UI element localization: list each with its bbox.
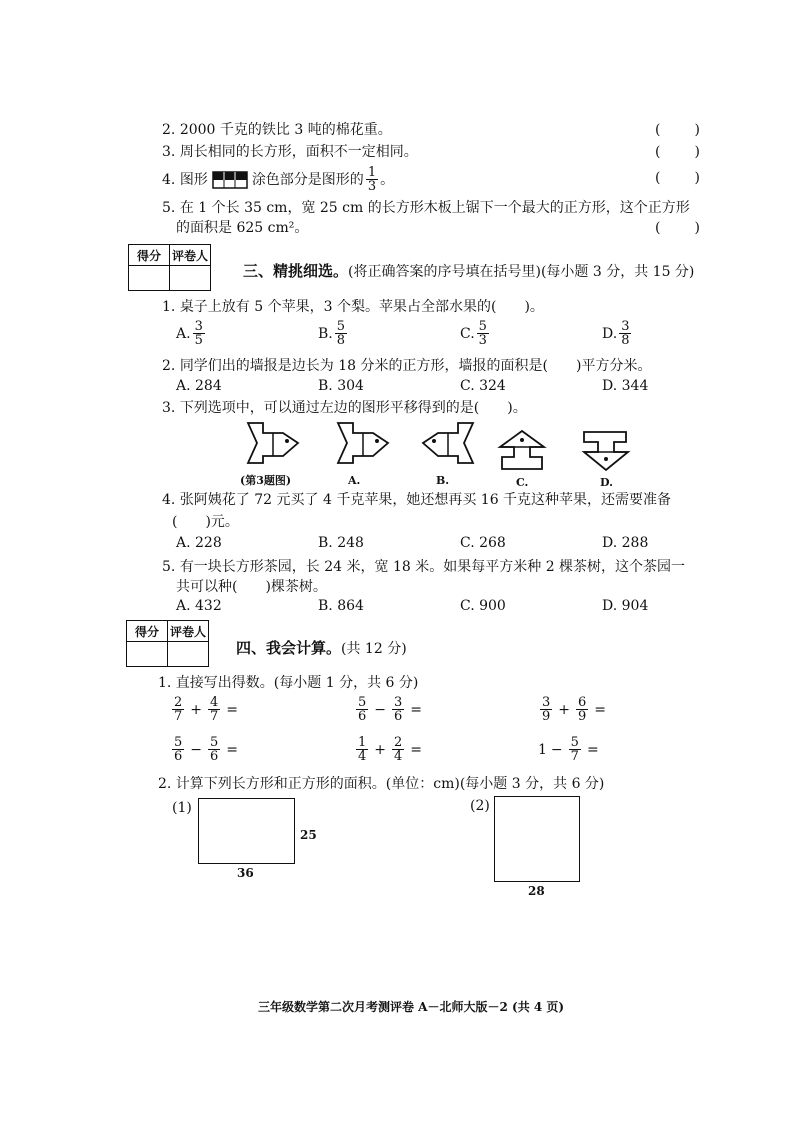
answer-paren[interactable]: ( ) (655, 220, 702, 236)
answer-paren[interactable]: ( ) (655, 144, 702, 160)
figure-caption: (第3题图) (240, 474, 292, 487)
question-1: 1. 桌子上放有 5 个苹果，3 个梨。苹果占全部水果的( )。 (162, 299, 544, 315)
option-a[interactable]: A. $\frac{3}{5}$ (176, 319, 203, 348)
question-4-line2: ( )元。 (172, 514, 239, 530)
rect-1-height: 25 (300, 828, 317, 842)
fish-figure-b-icon[interactable] (418, 418, 478, 468)
rect-2-label: (2) (470, 798, 490, 814)
option-a[interactable]: A. 228 (176, 535, 222, 551)
shaded-figure-icon (212, 171, 248, 189)
option-b[interactable]: B. $\frac{5}{8}$ (318, 319, 346, 348)
option-d[interactable]: D. 904 (602, 598, 649, 614)
fish-figure-a-icon[interactable] (333, 418, 393, 468)
calc-instruction: 1. 直接写出得数。(每小题 1 分，共 6 分) (158, 675, 419, 691)
area-instruction: 2. 计算下列长方形和正方形的面积。(单位：cm)(每小题 3 分，共 6 分) (158, 776, 605, 792)
judge-item-4: 4. 图形 涂色部分是图形的 $\frac{1}{3}$ 。 (162, 165, 395, 194)
option-b[interactable]: B. 304 (318, 378, 364, 394)
rectangle-figure (198, 798, 295, 864)
judge-item-2: 2. 2000 千克的铁比 3 吨的棉花重。 (162, 122, 392, 138)
answer-paren[interactable]: ( ) (655, 122, 702, 138)
calc-item[interactable]: $\frac{1}{4}$ + $\frac{2}{4}$ = (358, 735, 423, 764)
section-title: 三、精挑细选。(将正确答案的序号填在括号里)(每小题 3 分，共 15 分) (243, 262, 695, 280)
calc-item[interactable]: $\frac{5}{6}$ − $\frac{3}{6}$ = (358, 695, 423, 724)
question-5: 5. 有一块长方形茶园，长 24 米，宽 18 米。如果每平方米种 2 棵茶树，这个茶园一 (162, 559, 686, 575)
option-b[interactable]: B. 248 (318, 535, 364, 551)
square-width: 28 (528, 884, 545, 898)
calc-item[interactable]: $\frac{2}{7}$ + $\frac{4}{7}$ = (174, 695, 239, 724)
calc-item[interactable]: $\frac{5}{6}$ − $\frac{5}{6}$ = (174, 735, 239, 764)
option-d[interactable]: D. 344 (602, 378, 649, 394)
figure-label-d: D. (600, 476, 613, 489)
option-d[interactable]: D. $\frac{3}{8}$ (602, 319, 630, 348)
figure-label-c: C. (516, 476, 529, 489)
judge-item-5: 5. 在 1 个长 35 cm，宽 25 cm 的长方形木板上锯下一个最大的正方形，这个正方形 (162, 200, 690, 216)
option-d[interactable]: D. 288 (602, 535, 649, 551)
calc-item[interactable]: $\frac{3}{9}$ + $\frac{6}{9}$ = (542, 695, 607, 724)
option-c[interactable]: C. $\frac{5}{3}$ (460, 319, 487, 348)
figure-label-a: A. (348, 474, 361, 487)
fish-figure-reference-icon (243, 418, 303, 468)
option-b[interactable]: B. 864 (318, 598, 364, 614)
fraction: $\frac{1}{3}$ (367, 165, 377, 194)
rect-1-width: 36 (237, 866, 254, 880)
rect-1-label: (1) (172, 800, 192, 816)
option-a[interactable]: A. 284 (176, 378, 222, 394)
question-3: 3. 下列选项中，可以通过左边的图形平移得到的是( )。 (162, 400, 527, 416)
square-figure (494, 796, 580, 882)
section-title: 四、我会计算。(共 12 分) (236, 639, 407, 657)
judge-item-3: 3. 周长相同的长方形，面积不一定相同。 (162, 144, 418, 160)
page-footer: 三年级数学第二次月考测评卷 A－北师大版－2 (共 4 页) (258, 1000, 565, 1014)
fish-figure-d-icon[interactable] (576, 428, 636, 476)
fish-figure-c-icon[interactable] (492, 425, 552, 475)
question-2: 2. 同学们出的墙报是边长为 18 分米的正方形，墙报的面积是( )平方分米。 (162, 358, 652, 374)
judge-item-5-line2: 的面积是 625 cm²。 (176, 220, 309, 236)
question-5-line2: 共可以种( )棵茶树。 (176, 579, 327, 595)
score-table: 得分 评卷人 (128, 244, 211, 291)
answer-paren[interactable]: ( ) (655, 170, 702, 186)
calc-item[interactable]: 1 − $\frac{5}{7}$ = (538, 735, 599, 764)
option-c[interactable]: C. 324 (460, 378, 506, 394)
figure-label-b: B. (436, 474, 450, 487)
option-c[interactable]: C. 900 (460, 598, 506, 614)
option-a[interactable]: A. 432 (176, 598, 222, 614)
score-table: 得分 评卷人 (126, 620, 209, 667)
question-4: 4. 张阿姨花了 72 元买了 4 千克苹果，她还想再买 16 千克这种苹果，还需要准备 (162, 492, 672, 508)
option-c[interactable]: C. 268 (460, 535, 506, 551)
